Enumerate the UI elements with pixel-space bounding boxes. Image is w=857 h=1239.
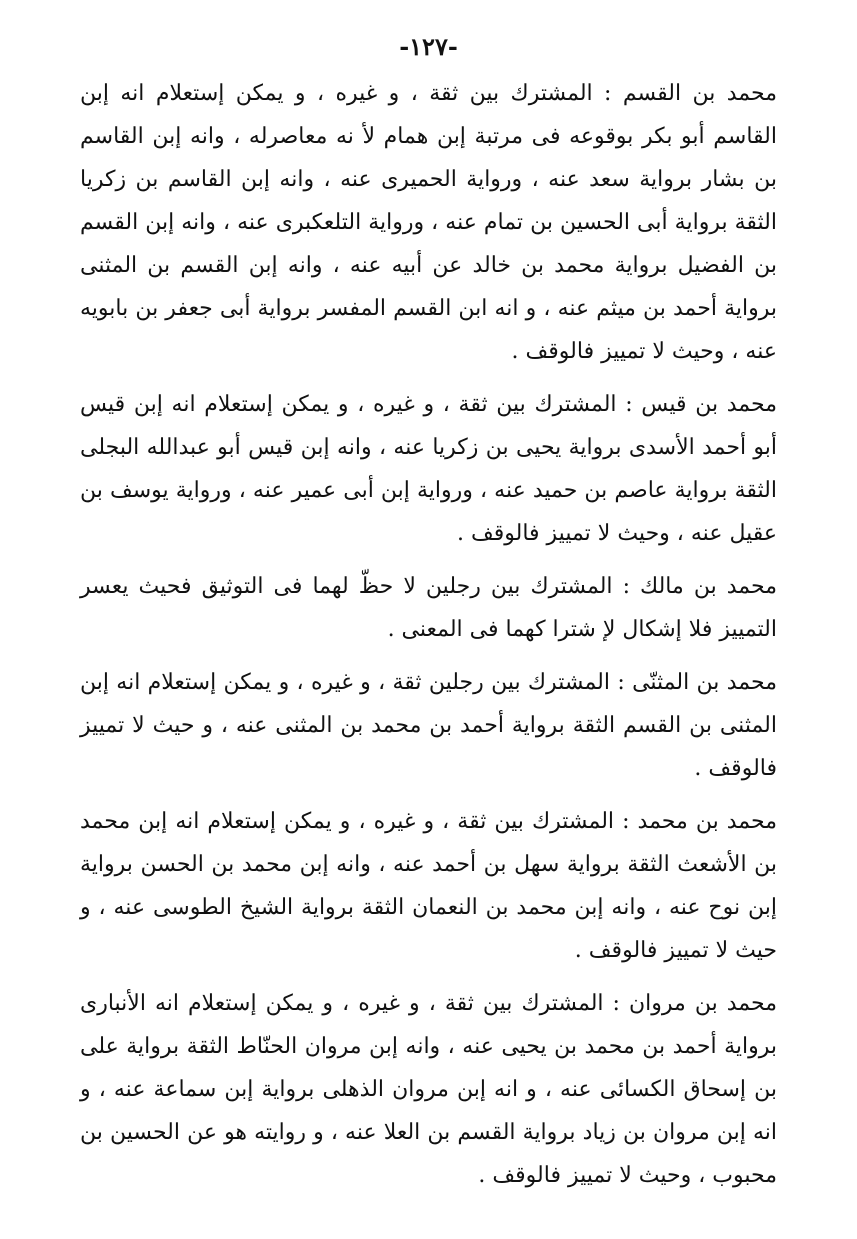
entry-muhammad-ibn-al-muthanna: محمد بن المثنّى : المشترك بين رجلين ثقة ، و غيره ، و يمكن إستعلام انه إبن المثنى بن القسم الثقة برواية أحمد بن محمد بن المثنى عنه ، و حيث لا تمييز فالوقف . [80,670,777,781]
entry-muhammad-ibn-qays: محمد بن قيس : المشترك بين ثقة ، و غيره ، و يمكن إستعلام انه إبن قيس أبو أحمد الأسدى برواية يحيى بن زكريا عنه ، وانه إبن قيس أبو عبدالله البجلى الثقة برواية عاصم بن حميد عنه ، ورواية إبن أبى عمير عنه ، ورواية يوسف بن عقيل عنه ، وحيث لا تمييز فالوقف . [80,392,777,546]
entry-muhammad-ibn-malik: محمد بن مالك : المشترك بين رجلين لا حظّ لهما فى التوثيق فحيث يعسر التمييز فلا إشكال لإ شترا كهما فى المعنى . [80,574,777,642]
page-number: -١٢٧- [399,32,458,61]
entry-muhammad-ibn-muhammad: محمد بن محمد : المشترك بين ثقة ، و غيره ، و يمكن إستعلام انه إبن محمد بن الأشعث الثقة برواية سهل بن أحمد عنه ، وانه إبن محمد بن الحسن برواية إبن نوح عنه ، وانه إبن محمد بن النعمان الثقة برواية الشيخ الطوسى عنه ، و حيث لا تمييز فالوقف . [80,809,777,963]
entry-muhammad-ibn-al-qasim: محمد بن القسم : المشترك بين ثقة ، و غيره ، و يمكن إستعلام انه إبن القاسم أبو بكر بوقوعه فى مرتبة إبن همام لأ نه معاصرله ، وانه إبن القاسم بن بشار برواية سعد عنه ، ورواية الحميرى عنه ، وانه إبن القاسم بن زكريا الثقة برواية أبى الحسين بن تمام عنه ، ورواية التلعكبرى عنه ، وانه إبن القسم بن الفضيل برواية محمد بن خالد عن أبيه عنه ، وانه إبن القسم بن المثنى برواية أحمد بن ميثم عنه ، و انه ابن القسم المفسر برواية أبى جعفر بن بابويه عنه ، وحيث لا تمييز فالوقف . [80,81,777,364]
entries-list [80,72,777,1197]
entry-muhammad-ibn-marwan: محمد بن مروان : المشترك بين ثقة ، و غيره ، و يمكن إستعلام انه الأنبارى برواية أحمد بن محمد بن يحيى عنه ، وانه إبن مروان الحنّاط الثقة برواية على بن إسحاق الكسائى عنه ، و انه إبن مروان الذهلى برواية إبن سماعة عنه ، و انه إبن مروان بن زياد برواية القسم بن العلا عنه ، و روايته هو عن الحسين بن محبوب ، وحيث لا تمييز فالوقف . [80,991,777,1188]
